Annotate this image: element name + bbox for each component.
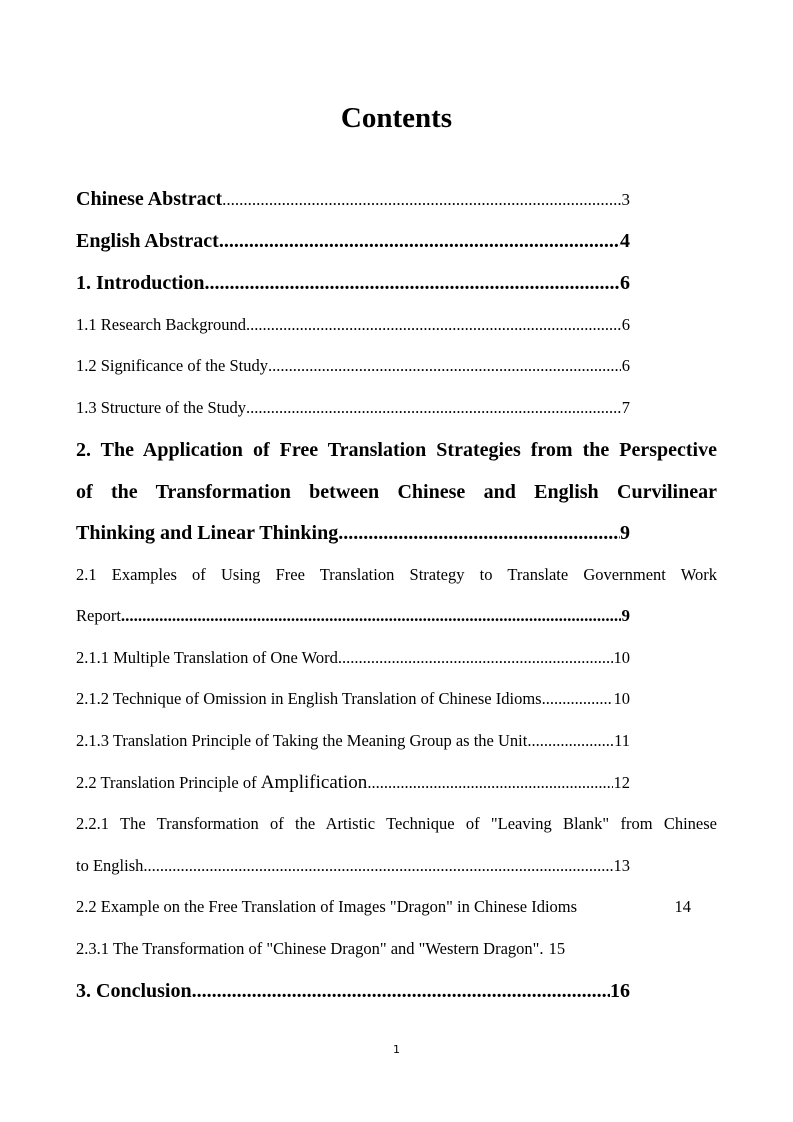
- dot-leader: [192, 980, 610, 1003]
- toc-entry-research-background[interactable]: [76, 315, 630, 335]
- toc-page-number: 10: [613, 648, 630, 667]
- toc-page-number: 6: [620, 272, 630, 294]
- toc-entry-chinese-abstract[interactable]: [76, 188, 630, 211]
- toc-page-number: 9: [621, 606, 630, 625]
- toc-entry-label: Report: [76, 606, 121, 625]
- toc-page-number: 12: [613, 773, 630, 792]
- toc-page-number: 3: [621, 190, 630, 209]
- toc-page-number: 16: [610, 980, 630, 1002]
- toc-page-number: 10: [613, 689, 630, 708]
- page-number-footer: 1: [393, 1043, 400, 1056]
- toc-entry-structure[interactable]: [76, 398, 630, 418]
- toc-entry-label: Thinking and Linear Thinking: [76, 522, 339, 544]
- toc-entry-label: English Abstract: [76, 230, 219, 252]
- toc-entry-multiple-translation[interactable]: [76, 648, 630, 668]
- toc-page-number: 6: [621, 315, 630, 334]
- toc-entry-dragon-example[interactable]: [76, 897, 691, 917]
- toc-entry-amplification[interactable]: [76, 772, 630, 794]
- toc-entry-label: 1.2 Significance of the Study: [76, 356, 269, 375]
- toc-entry-meaning-group[interactable]: [76, 731, 630, 751]
- toc-page-number: 15: [548, 939, 566, 958]
- dot-leader: [246, 398, 621, 418]
- dot-leader: [338, 648, 613, 668]
- toc-entry-english-abstract[interactable]: [76, 230, 630, 253]
- toc-page-number: 14: [674, 897, 691, 916]
- toc-entry-leaving-blank-line2[interactable]: [76, 856, 630, 876]
- toc-entry-examples-line1[interactable]: 2.1 Examples of Using Free Translation Strategy to Translate Government Work: [76, 565, 717, 584]
- toc-entry-application-line2[interactable]: of the Transformation between Chinese and English Curvilinear: [76, 481, 717, 503]
- toc-page-number: 11: [614, 731, 630, 750]
- toc-entry-label: 1.1 Research Background: [76, 315, 246, 334]
- toc-entry-examples-line2[interactable]: [76, 606, 630, 626]
- toc-entry-label: to English: [76, 856, 144, 875]
- toc-entry-label: [76, 772, 367, 794]
- toc-entry-application-line3[interactable]: [76, 522, 630, 545]
- toc-entry-label-word: Amplification: [260, 772, 368, 793]
- toc-entry-introduction[interactable]: [76, 272, 630, 295]
- toc-entry-label: Chinese Abstract: [76, 188, 223, 210]
- dot-leader: [338, 522, 620, 545]
- toc-entry-label: 1. Introduction: [76, 272, 205, 294]
- toc-entry-label: 3. Conclusion: [76, 980, 192, 1002]
- page-title: Contents: [340, 102, 453, 134]
- dot-leader: [205, 272, 620, 295]
- dot-leader: [246, 315, 621, 335]
- toc-entry-label: 2.1.2 Technique of Omission in English Translation of Chinese Idioms: [76, 689, 542, 708]
- toc-page-number: 4: [620, 230, 630, 252]
- toc-entry-significance[interactable]: [76, 356, 630, 376]
- dot-leader: [121, 606, 621, 626]
- dot-leader: [219, 230, 620, 253]
- toc-entry-conclusion[interactable]: [76, 980, 630, 1003]
- toc-page-number: 7: [621, 398, 630, 417]
- toc-page-number: 6: [621, 356, 630, 375]
- toc-entry-label: 2.3.1 The Transformation of "Chinese Dragon" and "Western Dragon".: [76, 939, 548, 958]
- toc-page-number: 9: [620, 522, 630, 544]
- toc-entry-application-line1[interactable]: 2. The Application of Free Translation Strategies from the Perspective: [76, 439, 717, 461]
- toc-entry-omission[interactable]: [76, 689, 630, 709]
- toc-entry-label: 2.1.1 Multiple Translation of One Word: [76, 648, 338, 667]
- toc-entry-label: 2.2 Example on the Free Translation of Images "Dragon" in Chinese Idioms: [76, 897, 578, 916]
- toc-entry-label-prefix: 2.2 Translation Principle of: [76, 773, 261, 792]
- dot-leader: [527, 731, 613, 751]
- toc-entry-label: 2.1.3 Translation Principle of Taking the Meaning Group as the Unit: [76, 731, 528, 750]
- dot-leader: [542, 689, 613, 709]
- dot-leader: [143, 856, 612, 876]
- toc-entry-label: 1.3 Structure of the Study: [76, 398, 247, 417]
- dot-leader: [268, 356, 621, 376]
- toc-entry-chinese-dragon[interactable]: [76, 939, 630, 959]
- dot-leader: [222, 190, 621, 210]
- dot-leader: [367, 773, 612, 793]
- toc-page-number: 13: [613, 856, 630, 875]
- toc-entry-leaving-blank-line1[interactable]: 2.2.1 The Transformation of the Artistic Technique of "Leaving Blank" from Chinese: [76, 814, 717, 833]
